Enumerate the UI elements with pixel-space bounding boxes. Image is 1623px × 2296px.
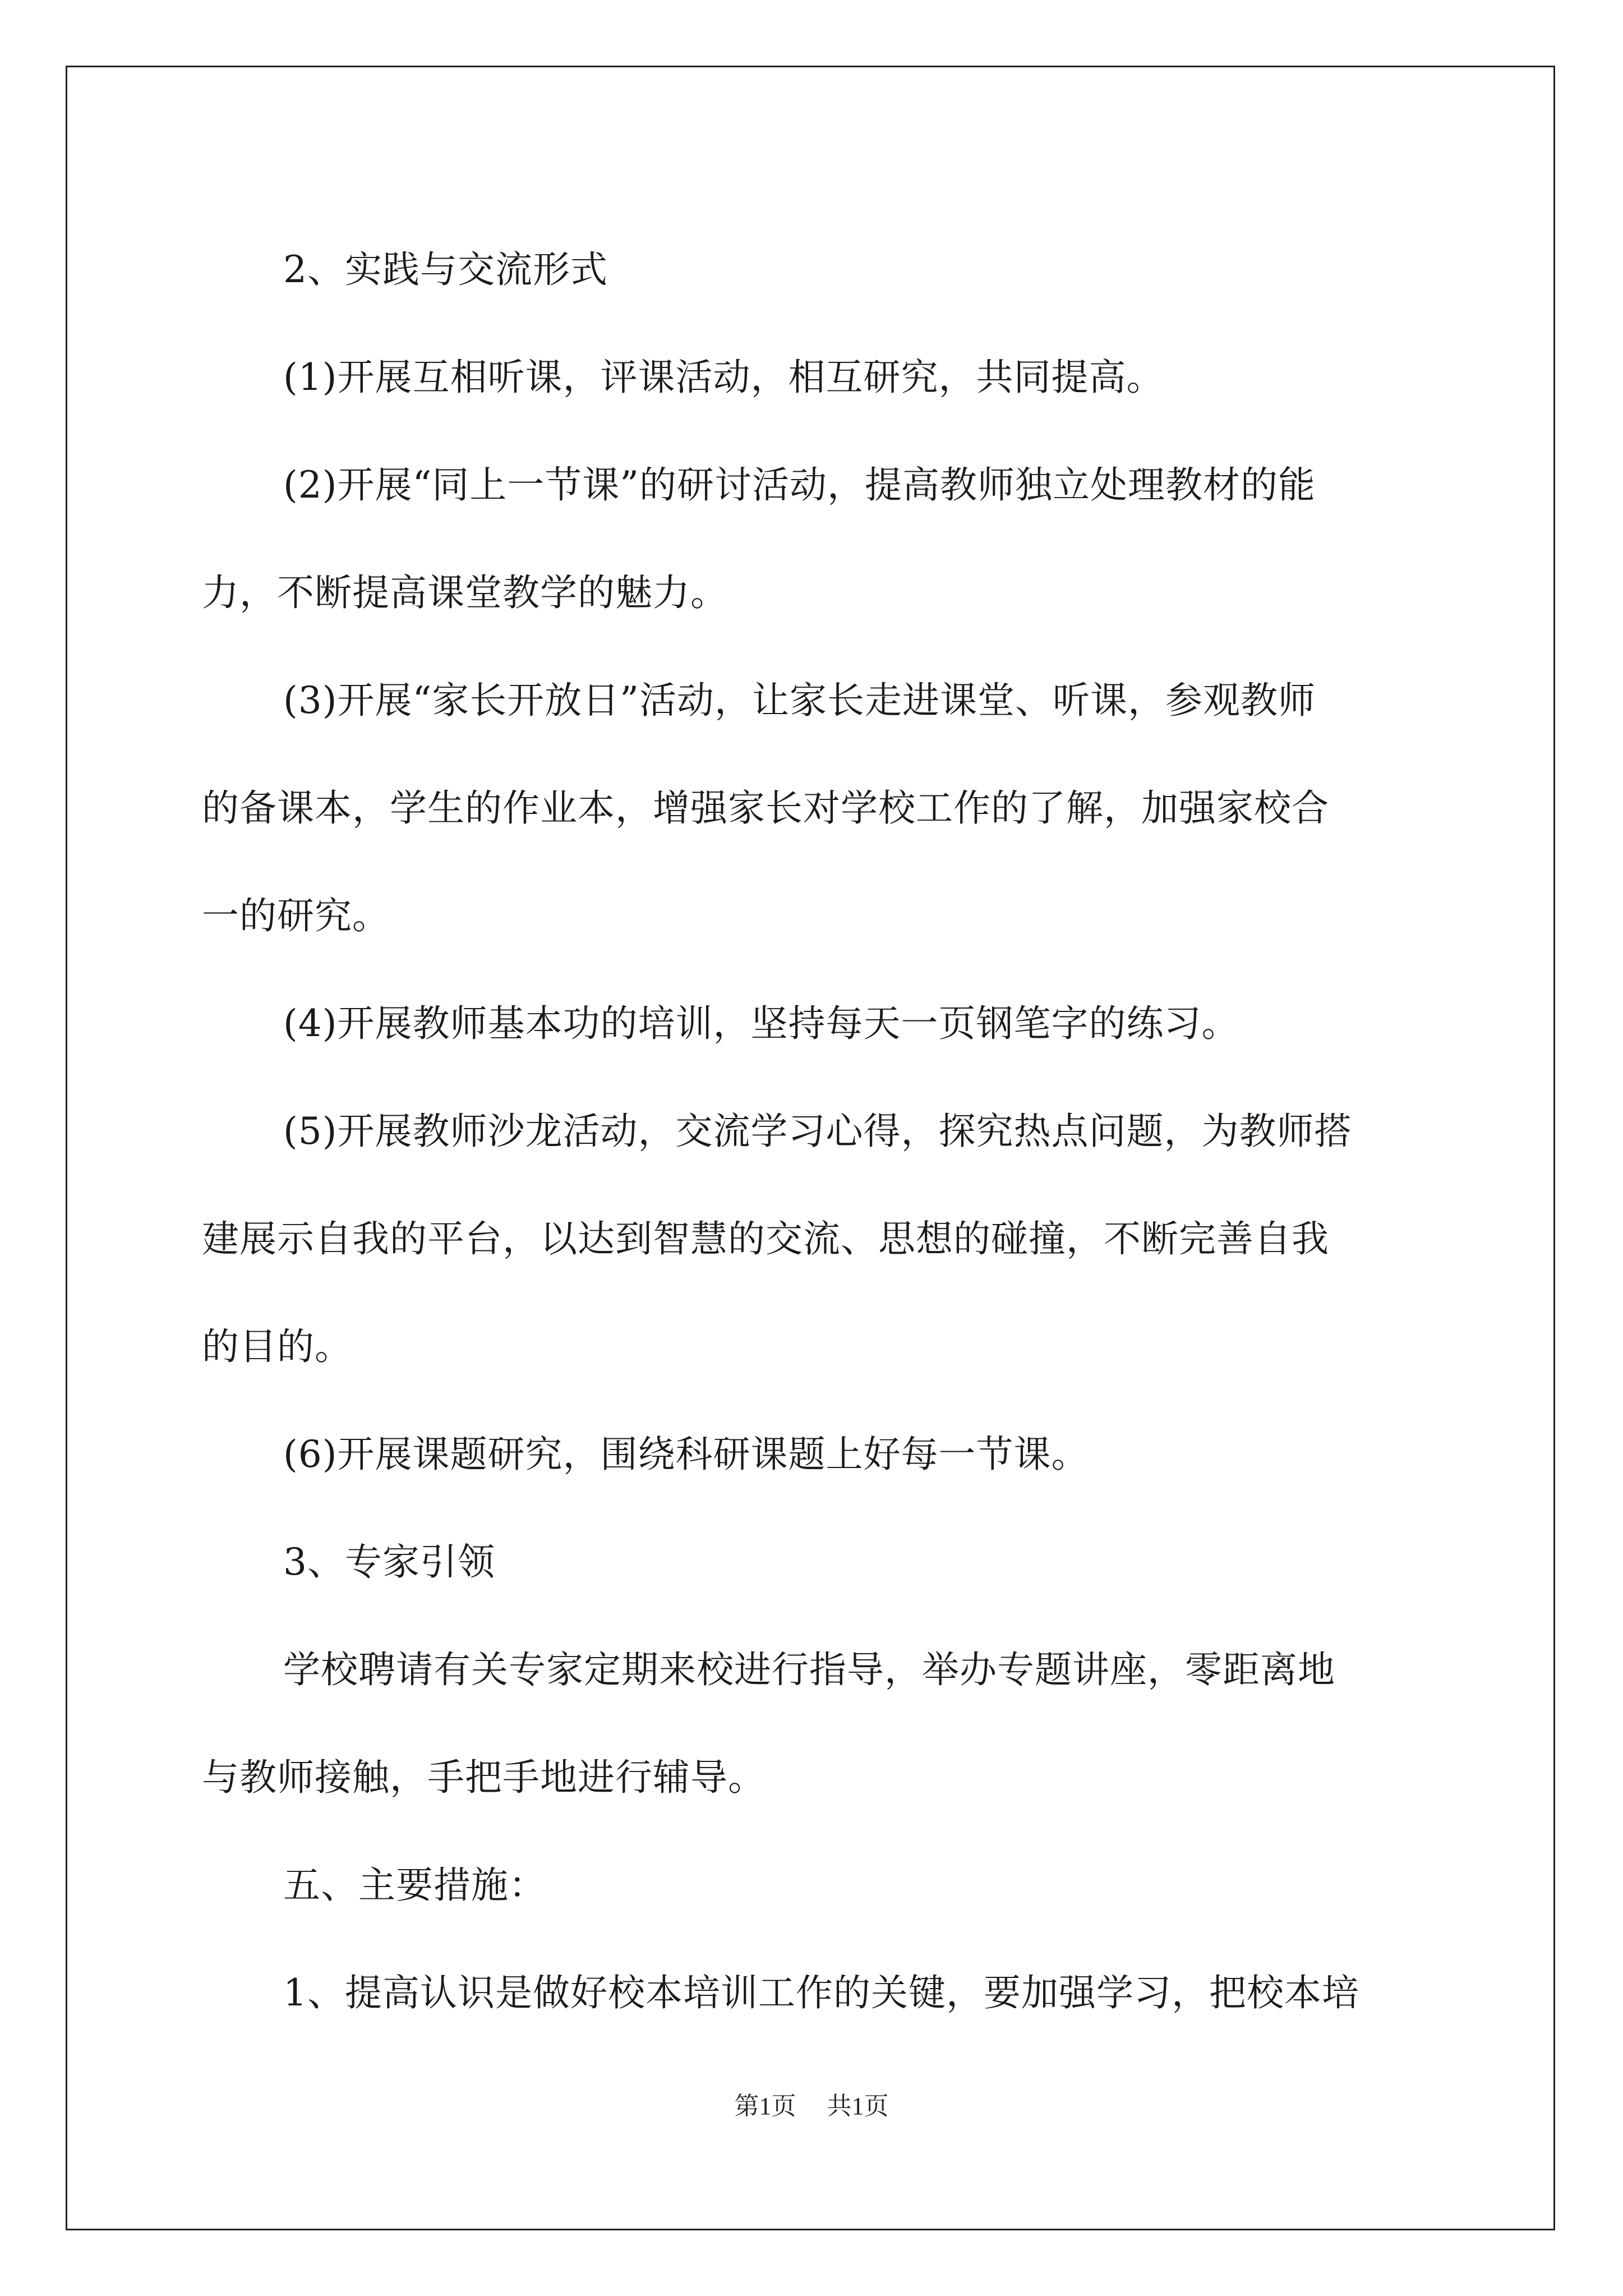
paragraph-line: 力，不断提高课堂教学的魅力。 xyxy=(202,571,728,614)
paragraph-line: (1)开展互相听课，评课活动，相互研究，共同提高。 xyxy=(283,356,1164,399)
paragraph-line: 的目的。 xyxy=(202,1325,352,1368)
paragraph-line: (3)开展“家长开放日”活动，让家长走进课堂、听课，参观教师 xyxy=(283,679,1316,722)
paragraph-line: 1、提高认识是做好校本培训工作的关键，要加强学习，把校本培 xyxy=(283,1971,1359,2014)
section-heading: 3、专家引领 xyxy=(283,1540,495,1584)
page-footer xyxy=(0,2086,1623,2122)
paragraph-line: (2)开展“同上一节课”的研讨活动，提高教师独立处理教材的能 xyxy=(283,463,1316,507)
section-heading: 五、主要措施： xyxy=(283,1864,546,1907)
page-number-total: 共1页 xyxy=(827,2092,889,2120)
paragraph-line: 2、实践与交流形式 xyxy=(283,248,608,291)
paragraph-line: 学校聘请有关专家定期来校进行指导，举办专题讲座，零距离地 xyxy=(283,1648,1335,1691)
paragraph-line: 的备课本，学生的作业本，增强家长对学校工作的了解，加强家校合 xyxy=(202,786,1329,830)
paragraph-line: 一的研究。 xyxy=(202,894,390,937)
paragraph-line: (6)开展课题研究，围绕科研课题上好每一节课。 xyxy=(283,1433,1089,1476)
paragraph-line: 建展示自我的平台，以达到智慧的交流、思想的碰撞，不断完善自我 xyxy=(202,1217,1329,1260)
document-body xyxy=(202,216,1433,2047)
page-number-current: 第1页 xyxy=(734,2092,796,2120)
paragraph-line: (5)开展教师沙龙活动，交流学习心得，探究热点问题，为教师搭 xyxy=(283,1110,1352,1153)
paragraph-line: 与教师接触，手把手地进行辅导。 xyxy=(202,1756,766,1799)
paragraph-line: (4)开展教师基本功的培训，坚持每天一页钢笔字的练习。 xyxy=(283,1002,1239,1045)
